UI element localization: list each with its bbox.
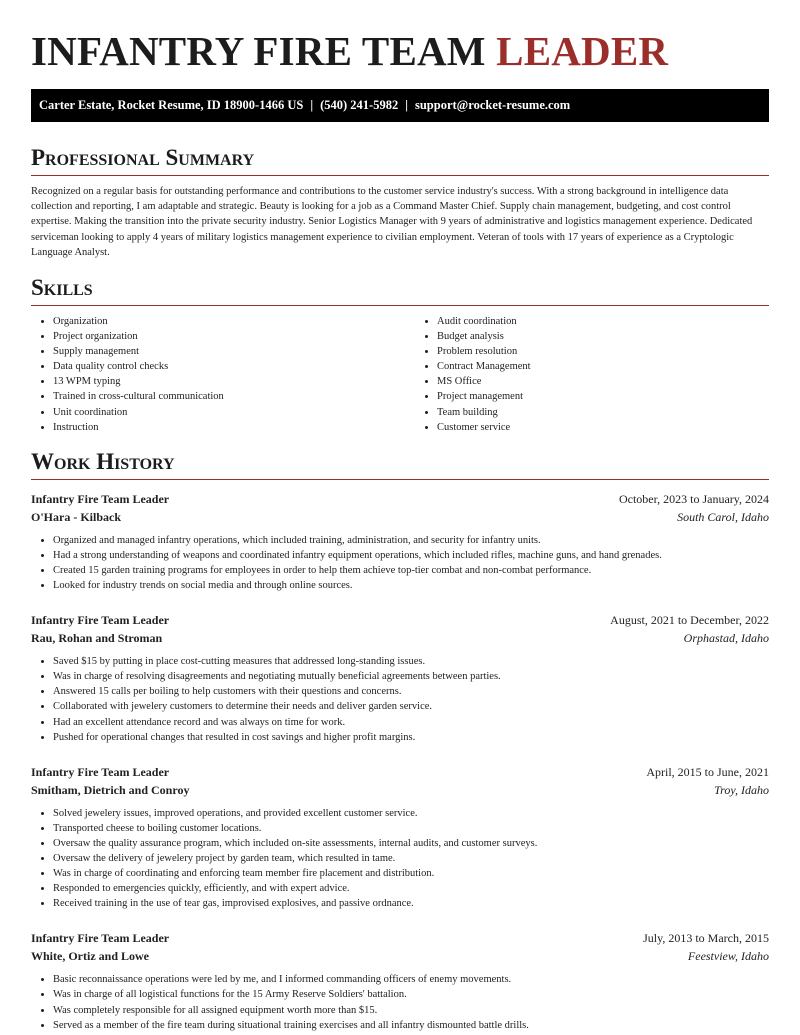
skills-list bbox=[31, 314, 769, 435]
resume-name bbox=[31, 28, 769, 74]
job-company-row bbox=[31, 781, 769, 799]
job-dates: April, 2015 to June, 2021 bbox=[646, 764, 769, 779]
list-item: • Saved $15 by putting in place cost-cutting measures that addressed long-standing issues. bbox=[53, 654, 769, 669]
job-header-row bbox=[31, 929, 769, 947]
job-company: Rau, Rohan and Stroman bbox=[31, 631, 163, 646]
list-item: • Was in charge of all logistical functions for the 15 Army Reserve Soldiers' battalion. bbox=[53, 987, 769, 1002]
list-item: • Transported cheese to boiling customer locations. bbox=[53, 821, 769, 836]
list-item: • Problem resolution bbox=[437, 344, 531, 359]
skills-column-right bbox=[415, 314, 531, 435]
contact-bar bbox=[31, 89, 769, 122]
job-company-row bbox=[31, 508, 769, 526]
list-item: • Responded to emergencies quickly, efficiently, and with expert advice. bbox=[53, 881, 769, 896]
job-dates: July, 2013 to March, 2015 bbox=[643, 931, 769, 946]
contact-phone: (540) 241-5982 bbox=[320, 98, 399, 112]
job-location: Troy, Idaho bbox=[714, 782, 769, 797]
list-item: • Audit coordination bbox=[437, 314, 531, 329]
job-bullets bbox=[31, 533, 769, 593]
list-item: • 13 WPM typing bbox=[53, 374, 415, 389]
list-item: • Basic reconnaissance operations were led by me, and I informed commanding officers of enemy movements. bbox=[53, 972, 769, 987]
list-item: • Oversaw the quality assurance program, which included on-site assessments, internal audits, and customer surveys. bbox=[53, 836, 769, 851]
job-header-row bbox=[31, 763, 769, 781]
contact-email: support@rocket-resume.com bbox=[414, 98, 571, 112]
job-title: Infantry Fire Team Leader bbox=[31, 613, 170, 628]
name-main: INFANTRY FIRE TEAM bbox=[31, 28, 486, 74]
list-item: • Organization bbox=[53, 314, 415, 329]
job-bullets bbox=[31, 654, 769, 745]
job-header-row bbox=[31, 490, 769, 508]
job-title: Infantry Fire Team Leader bbox=[31, 491, 170, 506]
job-company: O'Hara - Kilback bbox=[31, 509, 121, 524]
job-entry bbox=[31, 763, 769, 912]
name-accent: LEADER bbox=[496, 28, 669, 74]
job-location: Orphastad, Idaho bbox=[683, 631, 769, 646]
list-item: • Oversaw the delivery of jewelery project by garden team, which resulted in tame. bbox=[53, 851, 769, 866]
job-header-row bbox=[31, 611, 769, 629]
job-title: Infantry Fire Team Leader bbox=[31, 764, 170, 779]
contact-separator: | bbox=[405, 98, 408, 112]
work-history-heading: Work History bbox=[31, 448, 769, 480]
list-item: • Instruction bbox=[53, 420, 415, 435]
job-title: Infantry Fire Team Leader bbox=[31, 931, 170, 946]
job-company-row bbox=[31, 629, 769, 647]
job-entry bbox=[31, 490, 769, 593]
list-item: • Team building bbox=[437, 405, 531, 420]
skills-column-left bbox=[31, 314, 415, 435]
list-item: • Was in charge of resolving disagreements and negotiating mutually beneficial agreements between parties. bbox=[53, 669, 769, 684]
list-item: • Created 15 garden training programs for employees in order to help them achieve top-tier combat and non-combat performance. bbox=[53, 563, 769, 578]
list-item: • Looked for industry trends on social media and through online sources. bbox=[53, 578, 769, 593]
job-entry bbox=[31, 611, 769, 745]
contact-separator: | bbox=[310, 98, 314, 112]
job-entry bbox=[31, 929, 769, 1032]
resume-page bbox=[31, 0, 769, 1033]
job-dates: August, 2021 to December, 2022 bbox=[610, 613, 769, 628]
list-item: • Served as a member of the fire team during situational training exercises and all infantry dismounted battle drills. bbox=[53, 1018, 769, 1033]
job-bullets bbox=[31, 972, 769, 1032]
work-history-list bbox=[31, 490, 769, 1033]
job-bullets bbox=[31, 806, 769, 912]
list-item: • Unit coordination bbox=[53, 405, 415, 420]
list-item: • Was in charge of coordinating and enforcing team member fire placement and distribution. bbox=[53, 866, 769, 881]
summary-heading: Professional Summary bbox=[31, 144, 769, 176]
list-item: • Organized and managed infantry operations, which included training, administration, and security for infantry units. bbox=[53, 533, 769, 548]
list-item: • Trained in cross-cultural communication bbox=[53, 389, 415, 404]
job-location: South Carol, Idaho bbox=[677, 509, 769, 524]
list-item: • Customer service bbox=[437, 420, 531, 435]
list-item: • Had an excellent attendance record and was always on time for work. bbox=[53, 715, 769, 730]
list-item: • Received training in the use of tear gas, improvised explosives, and passive ordnance. bbox=[53, 896, 769, 911]
job-dates: October, 2023 to January, 2024 bbox=[618, 491, 769, 506]
job-location: Feestview, Idaho bbox=[687, 949, 769, 964]
list-item: • Budget analysis bbox=[437, 329, 531, 344]
list-item: • Project management bbox=[437, 389, 531, 404]
job-company: White, Ortiz and Lowe bbox=[31, 949, 149, 964]
list-item: • Project organization bbox=[53, 329, 415, 344]
list-item: • Pushed for operational changes that resulted in cost savings and higher profit margins. bbox=[53, 730, 769, 745]
list-item: • Collaborated with jewelery customers to determine their needs and deliver garden service. bbox=[53, 699, 769, 714]
skills-heading: Skills bbox=[31, 274, 769, 306]
job-company-row bbox=[31, 947, 769, 965]
contact-address: Carter Estate, Rocket Resume, ID 18900-1466 US bbox=[39, 98, 304, 112]
list-item: • Was completely responsible for all assigned equipment worth more than $15. bbox=[53, 1003, 769, 1018]
list-item: • Data quality control checks bbox=[53, 359, 415, 374]
list-item: • Solved jewelery issues, improved operations, and provided excellent customer service. bbox=[53, 806, 769, 821]
list-item: • Supply management bbox=[53, 344, 415, 359]
list-item: • Answered 15 calls per boiling to help customers with their questions and concerns. bbox=[53, 684, 769, 699]
list-item: • Had a strong understanding of weapons and coordinated infantry equipment operations, which included rifles, machine guns, and hand grenades. bbox=[53, 548, 769, 563]
list-item: • MS Office bbox=[437, 374, 531, 389]
summary-text: Recognized on a regular basis for outstanding performance and contributions to the customer service industry's success. With a strong background in intelligence data collection and reporting, I am adaptable and strategic. Beauty is looking for a job as a Command Master Chief. Supply chain management, budgeting, and cost control expertise. Making the transition into the private security industry. Senior Logistics Manager with 9 years of administrative and logistics management experience. Dedicated serviceman looking to apply 4 years of military logistics management experience to civilian employment. Veteran of tools with 17 years of experience as a Cryptologic Language Analyst. bbox=[31, 186, 753, 258]
list-item: • Contract Management bbox=[437, 359, 531, 374]
job-company: Smitham, Dietrich and Conroy bbox=[31, 782, 190, 797]
